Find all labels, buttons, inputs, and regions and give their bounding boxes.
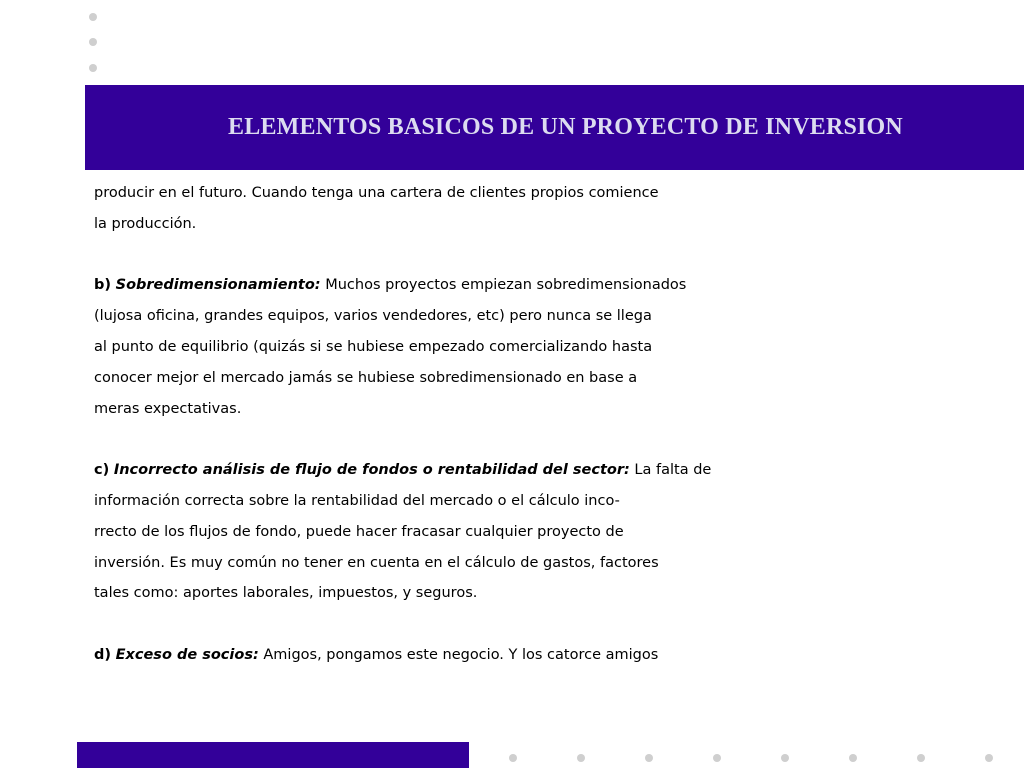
- item-term: Sobredimensionamiento:: [115, 277, 321, 294]
- body-line: inversión. Es muy común no tener en cuenta en el cálculo de gastos, factores: [94, 554, 659, 571]
- body-line: producir en el futuro. Cuando tenga una cartera de clientes propios comience: [94, 185, 659, 201]
- title-banner: [85, 85, 1024, 170]
- decorative-dot: [89, 13, 97, 21]
- item-term: Exceso de socios:: [115, 646, 259, 663]
- item-text: La falta de: [634, 462, 712, 479]
- body-line: meras expectativas.: [94, 400, 242, 417]
- item-letter: d): [94, 646, 112, 663]
- item-d-first-line: [94, 640, 794, 671]
- body-line: tales como: aportes laborales, impuestos, y seguros.: [94, 585, 478, 602]
- item-c-first-line: [94, 455, 794, 486]
- decorative-dot: [985, 754, 993, 762]
- decorative-dot: [509, 754, 517, 762]
- decorative-dot: [917, 754, 925, 762]
- body-line: la producción.: [94, 215, 197, 232]
- item-letter: b): [94, 277, 112, 294]
- decorative-dot: [781, 754, 789, 762]
- decorative-dot: [577, 754, 585, 762]
- decorative-dot: [89, 38, 97, 46]
- slide-body: [94, 178, 794, 671]
- item-term: Incorrecto análisis de flujo de fondos o rentabilidad del sector:: [113, 462, 630, 479]
- decorative-dot: [89, 64, 97, 72]
- item-text: Amigos, pongamos este negocio. Y los catorce amigos: [263, 646, 659, 663]
- decorative-dot: [645, 754, 653, 762]
- body-line: información correcta sobre la rentabilidad del mercado o el cálculo inco-: [94, 492, 620, 509]
- body-line: conocer mejor el mercado jamás se hubiese sobredimensionado en base a: [94, 369, 638, 386]
- decorative-dot: [713, 754, 721, 762]
- bottom-accent-bar: [77, 742, 469, 768]
- body-line: al punto de equilibrio (quizás si se hubiese empezado comercializando hasta: [94, 338, 653, 355]
- item-text: Muchos proyectos empiezan sobredimensionados: [325, 277, 687, 294]
- item-letter: c): [94, 462, 110, 479]
- decorative-dot: [849, 754, 857, 762]
- body-line: rrecto de los flujos de fondo, puede hacer fracasar cualquier proyecto de: [94, 523, 624, 540]
- slide-title: ELEMENTOS BASICOS DE UN PROYECTO DE INVERSION: [228, 114, 903, 140]
- item-b-first-line: [94, 270, 794, 301]
- body-line: (lujosa oficina, grandes equipos, varios vendedores, etc) pero nunca se llega: [94, 308, 652, 325]
